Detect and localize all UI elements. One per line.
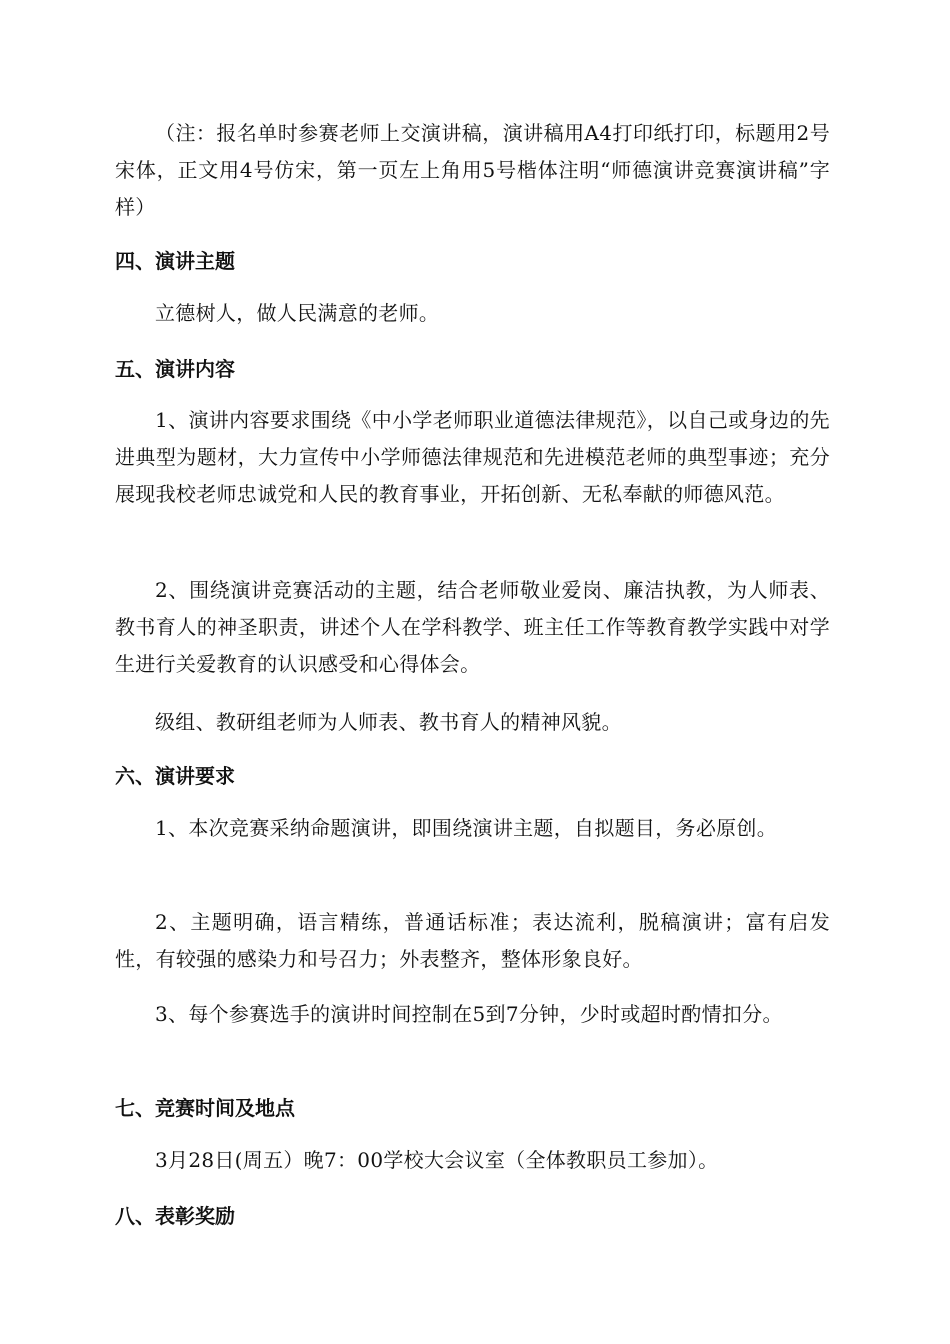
section-6-heading: 六、演讲要求 <box>115 764 235 788</box>
section-6-paragraph-2: 2、主题明确，语言精练，普通话标准；表达流利，脱稿演讲；富有启发性，有较强的感染力和号召力；外表整齐，整体形象良好。 <box>115 910 830 971</box>
section-5-paragraph-1: 1、演讲内容要求围绕《中小学老师职业道德法律规范》，以自己或身边的先进典型为题材，大力宣传中小学师德法律规范和先进模范老师的典型事迹；充分展现我校老师忠诚党和人民的教育事业，开拓创新、无私奉献的师德风范。 <box>115 408 830 506</box>
section-8-heading: 八、表彰奖励 <box>115 1204 235 1228</box>
submission-note: （注：报名单时参赛老师上交演讲稿，演讲稿用A4打印纸打印，标题用2号宋体，正文用4号仿宋，第一页左上角用5号楷体注明“师德演讲竞赛演讲稿”字样） <box>115 121 830 219</box>
section-6-paragraph-3: 3、每个参赛选手的演讲时间控制在5到7分钟，少时或超时酌情扣分。 <box>155 1002 783 1026</box>
section-4-heading: 四、演讲主题 <box>115 249 235 273</box>
section-4-paragraph-1: 立德树人，做人民满意的老师。 <box>155 301 440 325</box>
section-5-paragraph-3: 级组、教研组老师为人师表、教书育人的精神风貌。 <box>155 710 622 734</box>
section-7-paragraph-1: 3月28日(周五）晚7：00学校大会议室（全体教职员工参加）。 <box>155 1148 719 1172</box>
section-7-heading: 七、竞赛时间及地点 <box>115 1096 295 1120</box>
section-6-paragraph-1: 1、本次竞赛采纳命题演讲，即围绕演讲主题，自拟题目，务必原创。 <box>155 816 778 840</box>
section-5-paragraph-2: 2、围绕演讲竞赛活动的主题，结合老师敬业爱岗、廉洁执教，为人师表、教书育人的神圣职责，讲述个人在学科教学、班主任工作等教育教学实践中对学生进行关爱教育的认识感受和心得体会。 <box>115 578 830 676</box>
section-5-heading: 五、演讲内容 <box>115 357 235 381</box>
